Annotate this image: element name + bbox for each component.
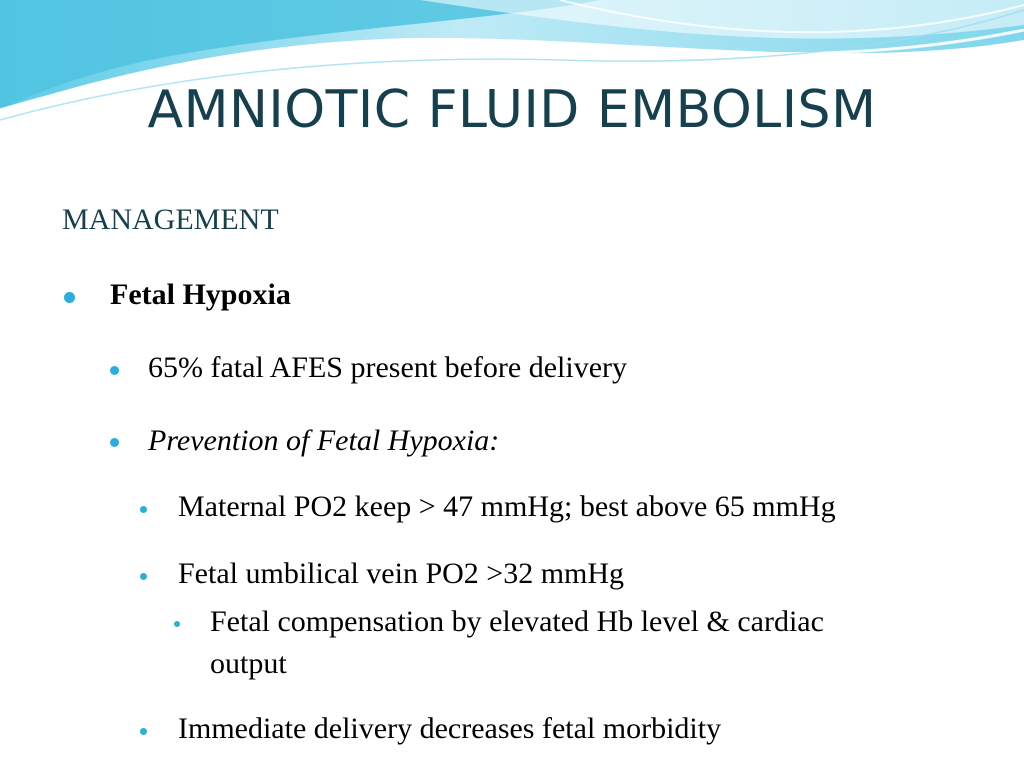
bullet-icon: [64, 292, 75, 303]
bullet-fatal-afes: 65% fatal AFES present before delivery: [148, 351, 628, 384]
bullet-prevention: Prevention of Fetal Hypoxia:: [148, 424, 500, 457]
bullet-immediate-delivery: Immediate delivery decreases fetal morbidity: [178, 712, 722, 745]
bullet-fetal-hypoxia: Fetal Hypoxia: [110, 278, 291, 311]
bullet-fetal-compensation-continued: output: [210, 647, 287, 680]
bullet-fetal-compensation: Fetal compensation by elevated Hb level & cardiac: [210, 605, 824, 638]
bullet-icon: [140, 573, 147, 580]
bullet-maternal-po2: Maternal PO2 keep > 47 mmHg; best above 65 mmHg: [178, 490, 836, 523]
bullet-icon: [140, 506, 147, 513]
bullet-fetal-umbilical: Fetal umbilical vein PO2 >32 mmHg: [178, 557, 625, 590]
bullet-icon: [140, 728, 147, 735]
section-subtitle: MANAGEMENT: [62, 203, 279, 236]
bullet-icon: [174, 621, 180, 627]
slide-title: AMNIOTIC FLUID EMBOLISM: [147, 80, 877, 140]
bullet-icon: [110, 438, 119, 447]
bullet-icon: [110, 366, 119, 375]
